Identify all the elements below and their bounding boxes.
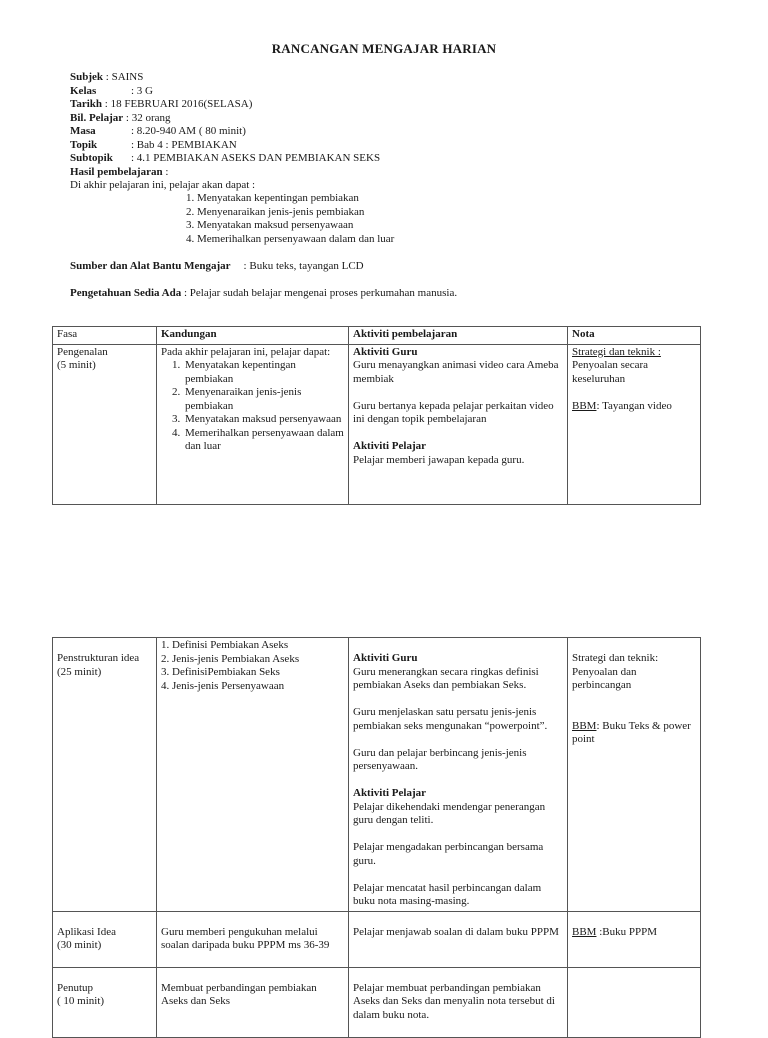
fasa-cell: Pengenalan (5 minit) xyxy=(53,344,157,504)
aktiviti-cell: Aktiviti Guru Guru menerangkan secara ringkas definisi pembiakan Aseks dan pembiakan Seks. Guru menjelaskan satu persatu jenis-jenis pembiakan seks mengunakan “powerpoint”. Guru dan pelajar berbincang jenis-jenis persenyawaan. Aktiviti Pelajar Pelajar dikehendaki mendengar penerangan guru dengan teliti. Pelajar mengadakan perbincangan bersama guru. Pelajar mencatat hasil perbincangan dalam buku nota masing-masing. xyxy=(349,638,568,912)
kandungan-cell: Membuat perbandingan pembiakan Aseks dan Seks xyxy=(157,967,349,1037)
meta-label: Kelas xyxy=(70,84,97,97)
aktiviti-guru-heading: Aktiviti Guru xyxy=(353,345,418,358)
fasa-cell: Penutup ( 10 minit) xyxy=(53,967,157,1037)
lesson-meta xyxy=(70,71,381,193)
meta-value: : xyxy=(165,165,169,178)
meta-label: Bil. Pelajar xyxy=(70,111,124,124)
kandungan-cell: Pada akhir pelajaran ini, pelajar dapat: 1. Menyatakan kepentingan pembiakan 2. Menyenaraikan jenis-jenis pembiakan 3. Menyatakan maksud persenyawaan 4. Memerihalkan persenyawaan dalam dan luar xyxy=(157,344,349,504)
sedia-label: Pengetahuan Sedia Ada xyxy=(70,287,182,299)
meta-bil-pelajar xyxy=(70,112,255,126)
table-row xyxy=(53,638,701,912)
lesson-table-1 xyxy=(52,326,701,505)
meta-value: : 3 G xyxy=(131,84,153,97)
meta-value: : Bab 4 : PEMBIAKAN xyxy=(131,138,237,151)
header-kandungan: Kandungan xyxy=(157,327,349,345)
meta-value: : SAINS xyxy=(105,71,144,83)
aktiviti-guru-heading: Aktiviti Guru xyxy=(353,652,418,664)
table-header-row xyxy=(53,327,701,345)
aktiviti-cell: Pelajar membuat perbandingan pembiakan Aseks dan Seks dan menyalin nota tersebut di dalam buku nota. xyxy=(349,967,568,1037)
lesson-table-2 xyxy=(52,637,701,1038)
meta-value: : 8.20-940 AM ( 80 minit) xyxy=(131,125,246,137)
aktiviti-pelajar-heading: Aktiviti Pelajar xyxy=(353,440,427,452)
list-item: 4. Memerihalkan persenyawaan dalam dan luar xyxy=(197,233,394,247)
list-item: 4. Memerihalkan persenyawaan dalam dan luar xyxy=(183,427,344,454)
list-item: 2. Menyenaraikan jenis-jenis pembiakan xyxy=(197,206,394,220)
fasa-cell: Penstrukturan idea (25 minit) xyxy=(53,638,157,912)
meta-label: Tarikh xyxy=(70,98,103,110)
table-row xyxy=(53,344,701,504)
sedia-line xyxy=(70,287,457,301)
list-item: 3. Menyatakan maksud persenyawaan xyxy=(197,219,394,233)
sedia-value: : Pelajar sudah belajar mengenai proses perkumahan manusia. xyxy=(184,287,458,299)
list-item: 1. Menyatakan kepentingan pembiakan xyxy=(183,359,344,386)
aktiviti-cell: Pelajar menjawab soalan di dalam buku PPPM xyxy=(349,911,568,967)
meta-value: : 32 orang xyxy=(125,111,171,124)
table-row xyxy=(53,967,701,1037)
objectives-list xyxy=(180,192,394,246)
meta-topik xyxy=(70,139,255,153)
nota-cell: Strategi dan teknik: Penyoalan dan perbincangan BBM: Buku Teks & power point xyxy=(568,638,701,912)
meta-hasil-pembelajaran xyxy=(70,166,255,180)
table-row xyxy=(53,911,701,967)
header-nota: Nota xyxy=(568,327,701,345)
sumber-line xyxy=(70,260,364,274)
meta-subjek xyxy=(70,71,255,85)
list-item: 3. Menyatakan maksud persenyawaan xyxy=(183,413,344,427)
meta-subtopik xyxy=(70,152,381,166)
sumber-label: Sumber dan Alat Bantu Mengajar xyxy=(70,260,231,272)
meta-kelas xyxy=(70,85,255,99)
sumber-value: : Buku teks, tayangan LCD xyxy=(243,260,364,272)
list-item: 1. Definisi Pembiakan Aseks xyxy=(161,639,289,651)
aktiviti-pelajar-heading: Aktiviti Pelajar xyxy=(353,787,427,799)
kandungan-list xyxy=(161,639,344,693)
objectives-intro: Di akhir pelajaran ini, pelajar akan dapat : xyxy=(70,179,256,191)
nota-cell: Strategi dan teknik : Penyoalan secara keseluruhan BBM: Tayangan video xyxy=(568,344,701,504)
list-item: 2. Jenis-jenis Pembiakan Aseks xyxy=(161,652,300,665)
meta-label: Hasil pembelajaran xyxy=(70,165,163,178)
kandungan-cell xyxy=(157,638,349,912)
meta-value: : 4.1 PEMBIAKAN ASEKS DAN PEMBIAKAN SEKS xyxy=(131,152,381,164)
meta-tarikh xyxy=(70,98,255,112)
meta-label: Subjek xyxy=(70,71,104,83)
nota-cell: BBM :Buku PPPM xyxy=(568,911,701,967)
header-fasa: Fasa xyxy=(53,327,157,345)
kandungan-cell: Guru memberi pengukuhan melalui soalan daripada buku PPPM ms 36-39 xyxy=(157,911,349,967)
meta-label: Subtopik xyxy=(70,152,113,164)
fasa-cell: Aplikasi Idea (30 minit) xyxy=(53,911,157,967)
meta-masa xyxy=(70,125,255,139)
kandungan-list xyxy=(161,359,344,454)
aktiviti-cell: Aktiviti Guru Guru menayangkan animasi video cara Ameba membiak Guru bertanya kepada pelajar perkaitan video ini dengan topik pembelajaran Aktiviti Pelajar Pelajar memberi jawapan kepada guru. xyxy=(349,344,568,504)
header-aktiviti: Aktiviti pembelajaran xyxy=(349,327,568,345)
nota-cell xyxy=(568,967,701,1037)
list-item: 1. Menyatakan kepentingan pembiakan xyxy=(197,192,394,206)
meta-label: Topik xyxy=(70,138,98,151)
list-item: 3. DefinisiPembiakan Seks xyxy=(161,666,280,678)
list-item: 4. Jenis-jenis Persenyawaan xyxy=(161,679,285,692)
meta-label: Masa xyxy=(70,125,96,137)
meta-value: : 18 FEBRUARI 2016(SELASA) xyxy=(104,98,253,110)
document-title: RANCANGAN MENGAJAR HARIAN xyxy=(271,41,497,56)
list-item: 2. Menyenaraikan jenis-jenis pembiakan xyxy=(183,386,344,413)
